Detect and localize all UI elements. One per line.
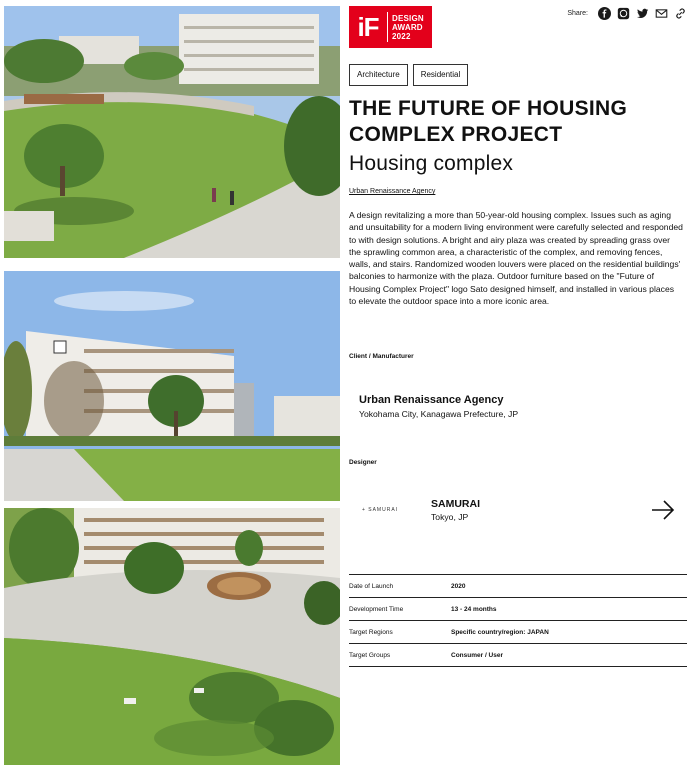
award-line-2: AWARD <box>392 22 423 32</box>
photo-aerial-lawn-image <box>4 6 340 258</box>
logo-divider <box>387 12 388 42</box>
client-name: Urban Renaissance Agency <box>359 394 504 406</box>
if-design-award-logo[interactable] <box>349 6 432 48</box>
twitter-icon[interactable] <box>636 7 649 20</box>
client-location: Yokohama City, Kanagawa Prefecture, JP <box>359 409 519 419</box>
detail-key: Target Groups <box>349 651 391 659</box>
page-title: THE FUTURE OF HOUSING COMPLEX PROJECT <box>349 97 628 146</box>
agency-link[interactable]: Urban Renaissance Agency <box>349 188 436 195</box>
project-description: A design revitalizing a more than 50-year-old housing complex. Issues such as aging and unsuitability for a modern living environment were carefully selected and responded to with design solutions. A bright and airy plaza was created by spreading grass over the sprawling common area, a characteristic of the complex, and removing fences, walls, and stairs. Randomized wooden louvers were placed on the residential buildings' balconies to harmonize with the plaza. Outdoor furniture based on the "Future of Housing Complex Project" logo Sato designed himself, and installed in various places to elevate the outdoor space into a more iconic area. <box>349 210 683 307</box>
arrow-right-icon[interactable] <box>651 500 675 520</box>
detail-row-target-regions <box>349 621 687 644</box>
client-label: Client / Manufacturer <box>349 353 414 360</box>
photo-plaza-aerial[interactable] <box>4 508 340 765</box>
photo-building-lawn-image <box>4 271 340 501</box>
mail-icon[interactable] <box>655 7 668 20</box>
designer-label: Designer <box>349 459 377 466</box>
detail-key: Development Time <box>349 605 404 613</box>
share-label: Share: <box>567 9 588 17</box>
detail-row-date-of-launch <box>349 575 687 598</box>
facebook-icon[interactable] <box>598 7 611 20</box>
photo-building-lawn[interactable] <box>4 271 340 501</box>
detail-row-development-time <box>349 598 687 621</box>
page-subtitle: Housing complex <box>349 152 514 175</box>
link-icon[interactable] <box>674 7 687 20</box>
award-line-3: 2022 <box>392 31 411 41</box>
share-bar <box>567 6 687 20</box>
detail-value: Consumer / User <box>451 651 504 659</box>
designer-info <box>431 498 480 522</box>
designer-location: Tokyo, JP <box>431 512 469 522</box>
photo-plaza-aerial-image <box>4 508 340 765</box>
if-logo-mark: iF <box>357 11 379 42</box>
detail-value: 2020 <box>451 582 466 590</box>
detail-value: Specific country/region: JAPAN <box>451 628 549 636</box>
award-text <box>392 14 424 41</box>
details-table <box>349 574 687 667</box>
detail-row-target-groups <box>349 644 687 667</box>
detail-key: Target Regions <box>349 628 393 636</box>
designer-card[interactable] <box>349 484 687 536</box>
photo-aerial-lawn[interactable] <box>4 6 340 258</box>
whatsapp-icon[interactable] <box>617 7 630 20</box>
category-tags <box>349 64 468 86</box>
detail-key: Date of Launch <box>349 582 394 590</box>
designer-name: SAMURAI <box>431 498 480 510</box>
detail-value: 13 - 24 months <box>451 605 497 613</box>
tag-residential[interactable]: Residential <box>413 64 469 86</box>
award-line-1: DESIGN <box>392 13 424 23</box>
samurai-logo: + SAMURAI <box>361 507 399 513</box>
tag-architecture[interactable]: Architecture <box>349 64 408 86</box>
